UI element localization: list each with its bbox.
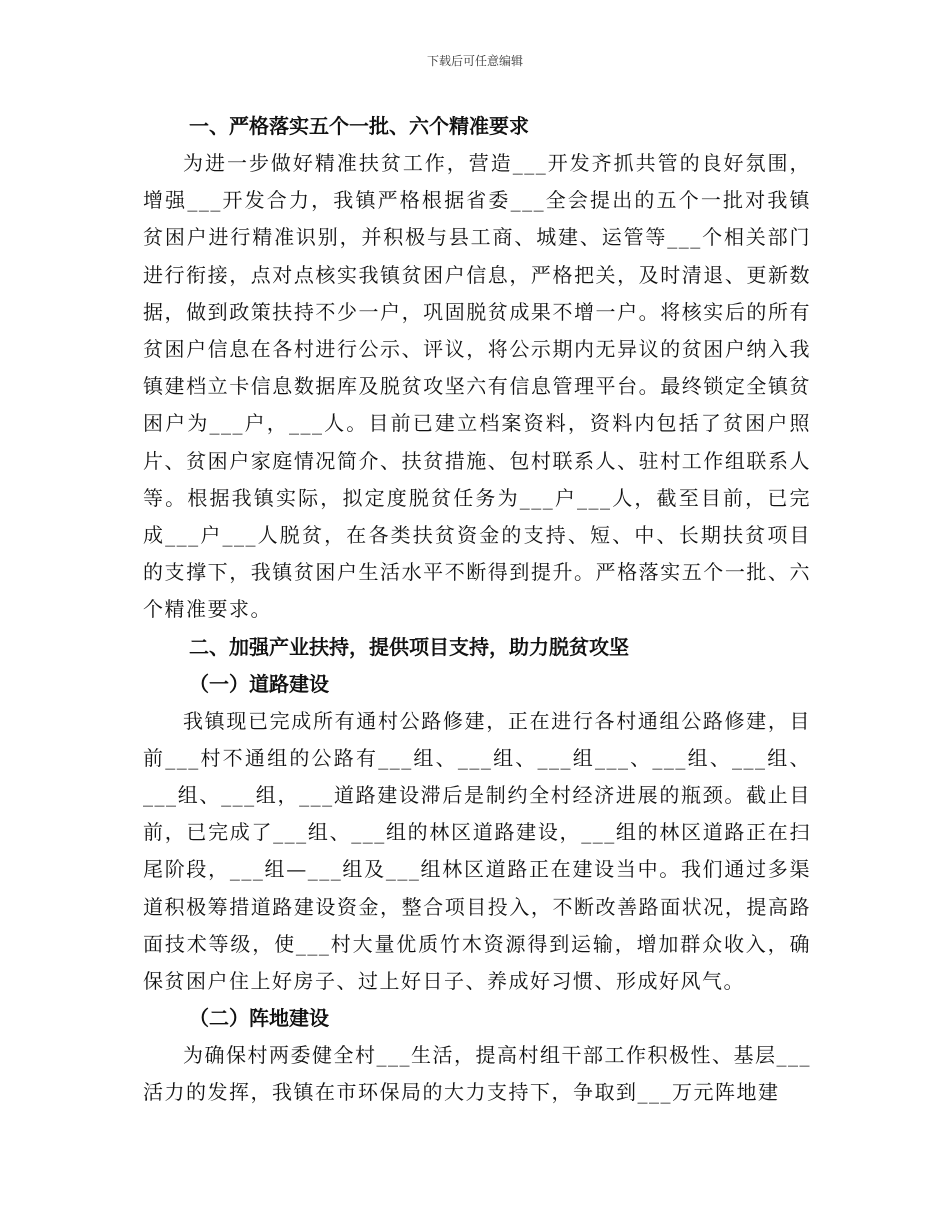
page-header-note: 下载后可任意编辑 xyxy=(426,54,523,68)
section-1-heading: 一、严格落实五个一批、六个精准要求 xyxy=(189,114,529,138)
subsection-position-heading: （二）阵地建设 xyxy=(189,1006,329,1031)
document-body xyxy=(143,108,811,1112)
subsection-road-paragraph: 我镇现已完成所有通村公路修建，正在进行各村通组公路修建，目前___村不通组的公路有___组、___组、___组___、___组、___组、___组、___组，___道路建设滞后是制约全村经济进展的瓶颈。截止目前，已完成了___组、___组的林区道路建设，___组的林区道路正在扫尾阶段，___组—___组及___组林区道路正在建设当中。我们通过多渠道积极筹措道路建设资金，整合项目投入，不断改善路面状况，提高路面技术等级，使___村大量优质竹木资源得到运输，增加群众收入，确保贫困户住上好房子、过上好日子、养成好习惯、形成好风气。 xyxy=(143,708,811,994)
subsection-road-heading: （一）道路建设 xyxy=(189,671,329,696)
subsection-position-paragraph: 为确保村两委健全村___生活，提高村组干部工作积极性、基层___活力的发挥，我镇在市环保局的大力支持下，争取到___万元阵地建 xyxy=(143,1043,811,1105)
section-2-heading: 二、加强产业扶持，提供项目支持，助力脱贫攻坚 xyxy=(189,634,629,659)
section-1-paragraph: 为进一步做好精准扶贫工作，营造___开发齐抓共管的良好氛围，增强___开发合力，我镇严格根据省委___全会提出的五个一批对我镇贫困户进行精准识别，并积极与县工商、城建、运管等___个相关部门进行衔接，点对点核实我镇贫困户信息，严格把关，及时清退、更新数据，做到政策扶持不少一户，巩固脱贫成果不增一户。将核实后的所有贫困户信息在各村进行公示、评议，将公示期内无异议的贫困户纳入我镇建档立卡信息数据库及脱贫攻坚六有信息管理平台。最终锁定全镇贫困户为___户，___人。目前已建立档案资料，资料内包括了贫困户照片、贫困户家庭情况简介、扶贫措施、包村联系人、驻村工作组联系人等。根据我镇实际，拟定度脱贫任务为___户___人，截至目前，已完成___户___人脱贫，在各类扶贫资金的支持、短、中、长期扶贫项目的支撑下，我镇贫困户生活水平不断得到提升。严格落实五个一批、六个精准要求。 xyxy=(143,151,811,622)
